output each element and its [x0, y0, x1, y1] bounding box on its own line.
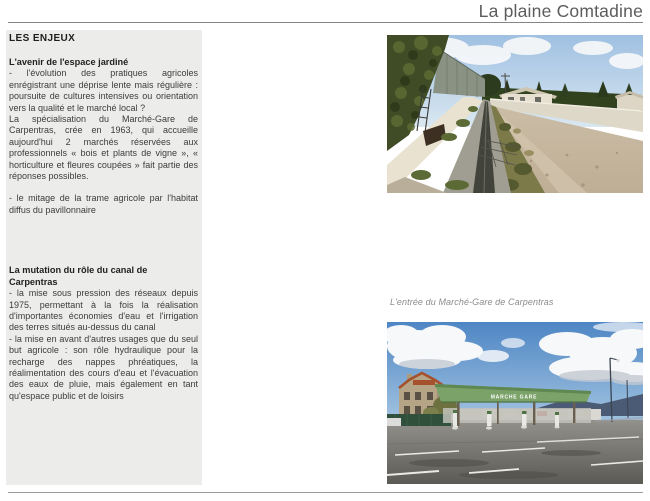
- footer-rule: [8, 492, 643, 493]
- photo-caption: L'entrée du Marché-Gare de Carpentras: [390, 297, 554, 307]
- section-espace-jardine: [9, 57, 198, 216]
- header-rule: [8, 22, 643, 23]
- canal-photo-illustration: [387, 35, 643, 193]
- section-paragraph: - l'évolution des pratiques agricoles enrégistrant une déprise lente mais régulière : poursuite de cultures intensives ou orientation vers la qualité et le marché local ?: [9, 68, 198, 113]
- page-title: La plaine Comtadine: [478, 1, 643, 21]
- photo-marche-gare-entrance: [387, 322, 643, 484]
- section-heading: L'avenir de l'espace jardiné: [9, 57, 129, 67]
- section-canal-carpentras: [9, 265, 198, 402]
- white-van: [387, 418, 401, 426]
- marche-gare-photo-illustration: [387, 322, 643, 484]
- section-paragraph: La spécialisation du Marché-Gare de Carpentras, crée en 1963, qui accueille aujourd'hui 2 marchés réservées aux professionnels « bois et plants de vigne », « horticulture et fleures coupées » fait partie des réponses possibles.: [9, 114, 198, 182]
- under-canopy: [443, 408, 591, 423]
- section-paragraph: - la mise sous pression des réseaux depuis 1975, permettant à la fois la réalisation d'importantes économies d'eau et l'irrigation des terres situés au-dessus du canal: [9, 288, 198, 333]
- section-heading: La mutation du rôle du canal de Carpentras: [9, 265, 148, 287]
- photo-canal-de-carpentras: [387, 35, 643, 193]
- section-paragraph: - le mitage de la trame agricole par l'habitat diffus du pavillonnaire: [9, 193, 198, 215]
- enjeux-panel: [6, 30, 202, 485]
- marche-gare-sign: MARCHE GARE: [490, 394, 538, 401]
- enjeux-title: LES ENJEUX: [9, 33, 76, 44]
- section-paragraph: - la mise en avant d'autres usages que du seul but agricole : son rôle hydraulique pour la recharge des nappes phréatiques, la réalimentation des cours d'eau et l'évacuation des eaux de pluie, mais également en tant qu'espace public et de loisirs: [9, 333, 198, 401]
